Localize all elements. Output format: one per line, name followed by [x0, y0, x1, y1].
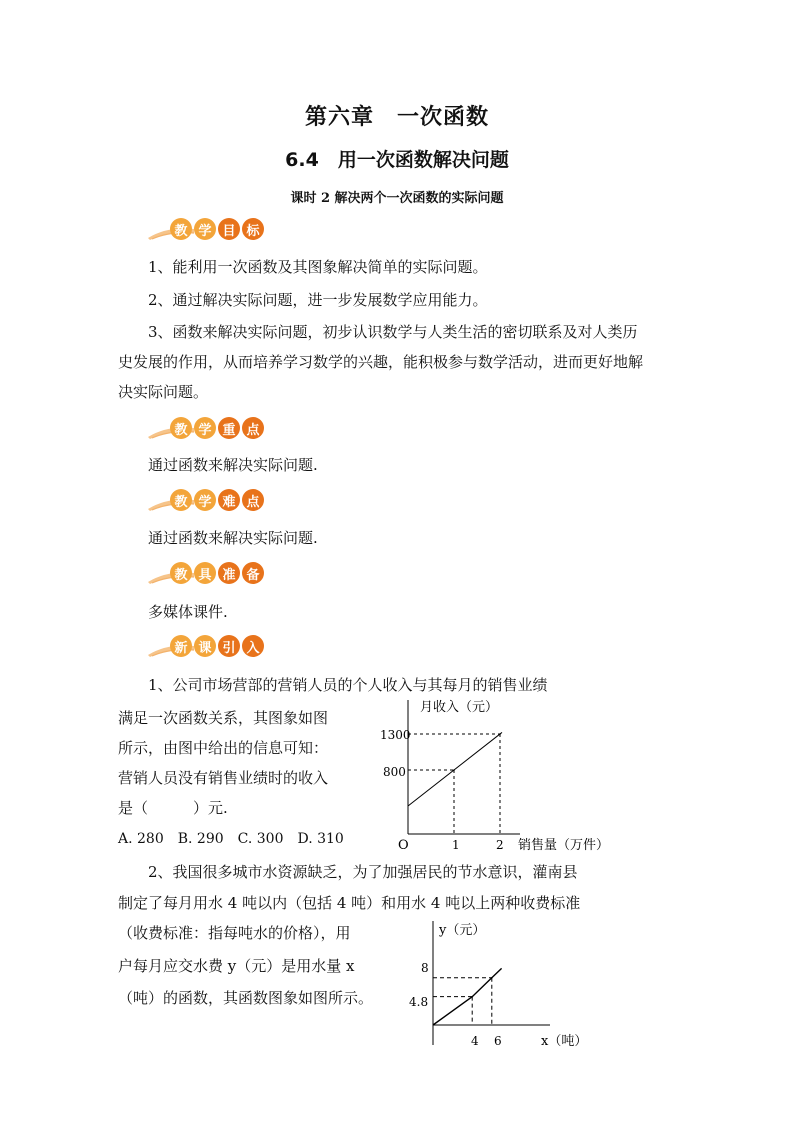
x-tick-1: 1	[452, 838, 460, 852]
problem1-line-5: 是（ ）元.	[118, 799, 228, 817]
badge-char: 具	[194, 562, 216, 584]
goal-item-1: 1、能利用一次函数及其图象解决简单的实际问题。	[148, 258, 488, 276]
x-tick-2: 2	[496, 838, 504, 852]
data-point	[499, 733, 501, 735]
badge-char: 教	[170, 218, 192, 240]
badge-char: 学	[194, 218, 216, 240]
series-line	[408, 732, 502, 806]
badge-char: 备	[242, 562, 264, 584]
goal-item-3-line-3: 决实际问题。	[118, 383, 209, 401]
problem1-line-4: 营销人员没有销售业绩时的收入	[118, 769, 329, 787]
problem2-line-4: 户每月应交水费 y（元）是用水量 x	[118, 957, 355, 975]
badge-char: 新	[170, 635, 192, 657]
data-point	[491, 977, 493, 979]
badge-char: 准	[218, 562, 240, 584]
x-tick-4: 4	[471, 1034, 479, 1048]
badge-char: 目	[218, 218, 240, 240]
badge-char: 点	[242, 489, 264, 511]
goal-item-3-line-1: 3、函数来解决实际问题，初步认识数学与人类生活的密切联系及对人类历	[148, 323, 638, 341]
problem1-line-3: 所示，由图中给出的信息可知：	[118, 739, 329, 757]
badge-char: 学	[194, 417, 216, 439]
lesson-title: 课时 2 解决两个一次函数的实际问题	[290, 191, 504, 206]
origin-label: O	[398, 838, 409, 853]
section-title: 6.4 用一次函数解决问题	[285, 149, 509, 171]
badge-char: 教	[170, 562, 192, 584]
badge-char: 标	[242, 218, 264, 240]
y-tick-1300: 1300	[380, 728, 411, 742]
problem1-line-2: 满足一次函数关系，其图象如图	[118, 709, 329, 727]
badge-char: 点	[242, 417, 264, 439]
y-tick-8: 8	[421, 961, 429, 975]
problem2-line-3: （收费标准：指每吨水的价格），用	[118, 924, 351, 942]
problem2-line-1: 2、我国很多城市水资源缺乏，为了加强居民的节水意识，灌南县	[148, 863, 578, 881]
badge-char: 教	[170, 417, 192, 439]
chapter-title: 第六章 一次函数	[304, 105, 489, 130]
y-tick-4-8: 4.8	[409, 995, 429, 1009]
y-axis-label: y（元）	[439, 923, 486, 938]
water-fee-chart	[395, 915, 595, 1060]
goal-item-2: 2、通过解决实际问题，进一步发展数学应用能力。	[148, 291, 488, 309]
data-point	[471, 996, 473, 998]
badge-char: 课	[194, 635, 216, 657]
x-tick-6: 6	[494, 1034, 502, 1048]
problem2-line-5: （吨）的函数，其函数图象如图所示。	[118, 989, 374, 1007]
badge-char: 学	[194, 489, 216, 511]
x-axis-label: x（吨）	[541, 1034, 588, 1049]
data-point	[453, 769, 455, 771]
x-axis-label: 销售量（万件）	[518, 838, 610, 853]
badge-char: 教	[170, 489, 192, 511]
chart1-marks	[408, 732, 502, 834]
difficulties-text: 通过函数来解决实际问题.	[148, 529, 318, 547]
y-tick-800: 800	[383, 765, 406, 779]
problem1-line-1: 1、公司市场营部的营销人员的个人收入与其每月的销售业绩	[148, 676, 548, 694]
problem2-line-2: 制定了每月用水 4 吨以内（包括 4 吨）和用水 4 吨以上两种收费标准	[118, 894, 581, 912]
income-chart	[360, 692, 630, 857]
problem1-options: A. 280 B. 290 C. 300 D. 310	[118, 831, 344, 847]
badge-char: 引	[218, 635, 240, 657]
badge-char: 难	[218, 489, 240, 511]
badge-char: 重	[218, 417, 240, 439]
chart2-marks	[433, 968, 502, 1025]
goal-item-3-line-2: 史发展的作用，从而培养学习数学的兴趣，能积极参与数学活动，进而更好地解	[118, 353, 644, 371]
materials-text: 多媒体课件.	[148, 603, 228, 621]
y-axis-label: 月收入（元）	[420, 700, 499, 715]
key-points-text: 通过函数来解决实际问题.	[148, 456, 318, 474]
badge-char: 入	[242, 635, 264, 657]
